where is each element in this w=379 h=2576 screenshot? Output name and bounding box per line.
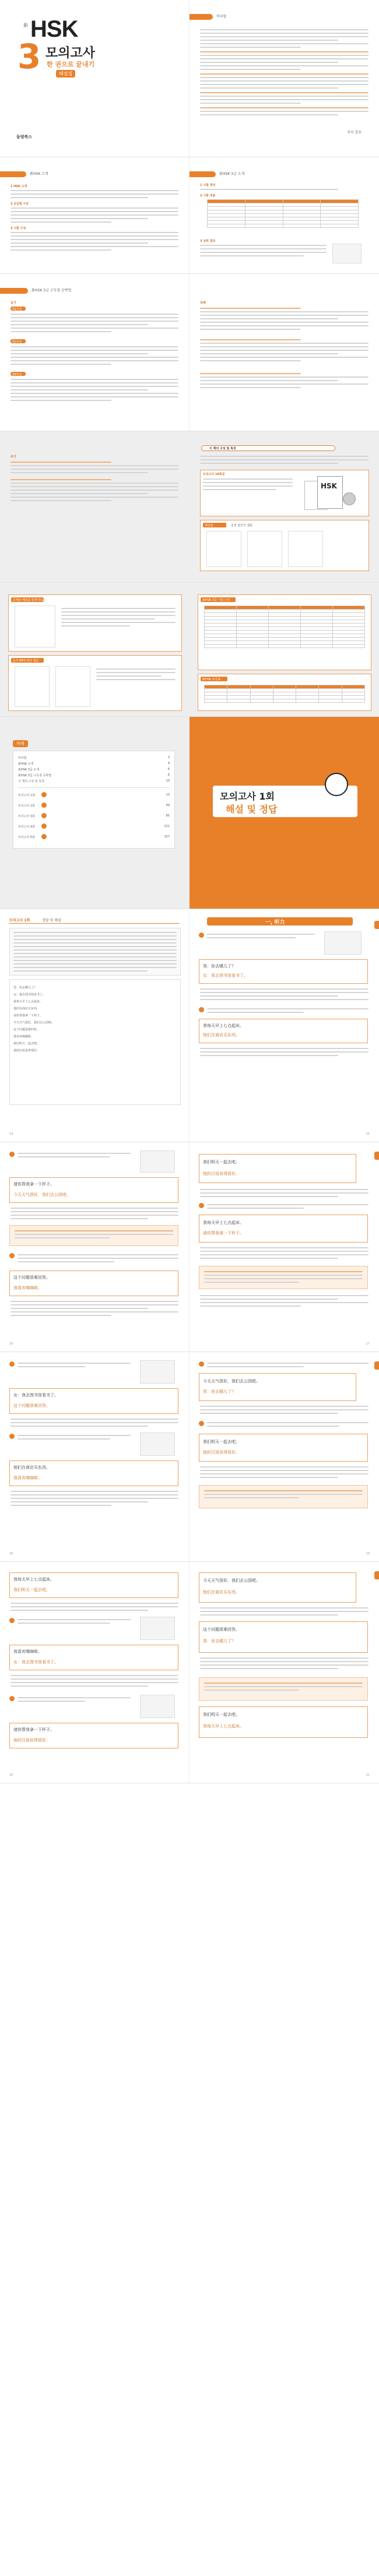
explanation-15-text <box>200 1657 369 1671</box>
dialogue-3-line1: 请你帮我拿一下杯子。 <box>13 1182 54 1187</box>
question-number-2 <box>199 1007 204 1012</box>
explanation-8-text <box>10 1419 178 1429</box>
strategy-reading-label: 독해 <box>200 301 206 305</box>
question-number-5 <box>199 1203 204 1208</box>
dialogue-11-line2: 我们明天一起去吧。 <box>13 1588 50 1592</box>
question-number-9 <box>199 1421 204 1426</box>
intro-heading-1: 1 HSK 소개 <box>10 185 27 188</box>
toc-test-page-2: 85 <box>166 814 170 818</box>
section-side-tab[interactable] <box>374 921 379 929</box>
dialogue-10-line1: 我们明天一起去吧。 <box>203 1440 240 1444</box>
listening-page-19 <box>190 1352 379 1561</box>
q-sample-7: 这个问题很难回答。 <box>13 1028 40 1032</box>
features-cont-block-1 <box>8 594 182 652</box>
toc-test-1-marker <box>41 803 47 808</box>
spread-features <box>0 431 379 583</box>
toc-title: 차례 <box>13 740 28 747</box>
preface-header-tag <box>190 14 227 20</box>
spread-features-cont <box>0 583 379 717</box>
question-number-8 <box>199 1361 204 1367</box>
dialogue-box-1 <box>199 959 368 984</box>
book-stack-image <box>304 475 357 511</box>
toc-page-2: 6 <box>167 768 170 771</box>
question-11-text <box>17 1697 131 1704</box>
features-cont-right-page <box>190 583 379 716</box>
explanation-7-text <box>200 1295 369 1309</box>
page-number-17: 17 <box>366 1342 370 1346</box>
question-number-7 <box>9 1434 15 1439</box>
question-photo-7 <box>140 1433 175 1456</box>
dialogue-6-line2: 请你帮我拿一下杯子。 <box>203 1231 244 1236</box>
question-8-text <box>207 1363 369 1370</box>
dialogue-box-15 <box>199 1621 368 1653</box>
toc-item-3[interactable]: 新HSK 3급 고득점 공략법 <box>18 774 51 777</box>
answer-key-page <box>0 909 190 1142</box>
level3-heading-1: 1 시험 대상 <box>200 184 216 187</box>
spread-intro <box>0 157 379 274</box>
intro-tag-label: 新HSK 소개 <box>30 172 48 176</box>
spread-toc-chapter <box>0 717 379 909</box>
dialogue-1-line1: 男：你去哪儿了？ <box>203 964 236 969</box>
explanation-14-text <box>200 1607 369 1618</box>
level3-heading-3: 3 성적 결과 <box>200 240 216 243</box>
q-sample-6: 今天天气很好，我们去公园吧。 <box>13 1021 55 1025</box>
toc-test-page-3: 121 <box>164 825 170 828</box>
features-block-1 <box>200 470 369 516</box>
spread-listening-4 <box>0 1562 379 1783</box>
features-cont-block-1-title: 문제와 해설을 함께 학습 <box>13 599 44 602</box>
toc-item-4[interactable]: 이 책의 구성 및 특징 <box>18 780 44 783</box>
toc-page-1: 4 <box>167 762 170 765</box>
dialogue-box-16 <box>199 1706 368 1738</box>
question-1-text <box>207 934 315 941</box>
tip-box-1 <box>9 1225 178 1246</box>
features-cont-block-3 <box>198 594 371 670</box>
features-cont-block-3-head <box>201 597 236 602</box>
chapter-title-line1: 모의고사 1회 <box>220 791 275 802</box>
cover-publisher: 동양북스 <box>16 135 33 139</box>
intro-text-3 <box>10 232 178 253</box>
dialogue-box-7 <box>9 1388 178 1414</box>
strategy-right-page <box>190 274 379 431</box>
toc-page-0: 3 <box>167 756 170 759</box>
tip-box-4 <box>199 1677 368 1701</box>
features-block-3-title: 실전 답안지 샘플 <box>231 524 252 527</box>
toc-box <box>13 751 175 849</box>
answer-sheet-thumb-1 <box>206 531 241 567</box>
toc-item-2[interactable]: 新HSK 3급 소개 <box>18 768 40 772</box>
dialogue-8-line2: 我喜欢喝咖啡。 <box>13 1476 42 1480</box>
question-number-1 <box>199 932 204 938</box>
explanation-13-text <box>10 1675 178 1689</box>
strategy-left-page <box>0 274 190 431</box>
dialogue-6-line1: 我每天早上七点起床。 <box>203 1220 244 1225</box>
preface-tag-label: 머리말 <box>216 15 227 19</box>
spread-answers <box>0 909 379 1142</box>
side-tab-17[interactable] <box>374 1152 379 1160</box>
dialogue-box-12 <box>9 1645 178 1670</box>
question-photo-6 <box>140 1360 175 1384</box>
toc-test-3-marker <box>41 824 47 829</box>
features-block-1-text <box>203 478 293 492</box>
spread-cover-preface <box>0 0 379 157</box>
book-features-page <box>190 431 379 582</box>
toc-test-1[interactable]: 모의고사 2회 <box>18 804 35 808</box>
features-cont-block-2-head <box>11 658 44 663</box>
dialogue-5-line2: 他的汉语说得很好。 <box>203 1171 240 1176</box>
answer-top-rule <box>9 923 180 924</box>
writing-strategy-page <box>0 431 190 582</box>
dialogue-2-line1: 我每天早上七点起床。 <box>203 1023 244 1028</box>
strategy-tag-label: 新HSK 3급 고득점 공략법 <box>31 288 72 293</box>
dialogue-1-line2: 女：我去图书馆看书了。 <box>203 973 248 978</box>
tip-1-text <box>15 1230 173 1241</box>
features-block-2-title: 해설집 <box>205 524 213 527</box>
features-cont-block-2 <box>8 655 182 711</box>
dialogue-box-13 <box>9 1723 178 1748</box>
level3-table <box>207 199 359 228</box>
dialogue-box-10 <box>199 1434 368 1462</box>
explanation-6-text <box>200 1247 369 1261</box>
toc-page-3: 8 <box>167 773 170 777</box>
explanation-3-text <box>10 1208 178 1222</box>
question-5-text <box>207 1204 369 1211</box>
strategy-part1-label: 제1부분 <box>12 308 22 311</box>
strategy-listening-label: 듣기 <box>10 301 16 305</box>
question-number-4 <box>9 1253 15 1258</box>
q-sample-4: 他们在商店买东西。 <box>13 1007 40 1011</box>
strategy-text-1 <box>10 314 178 335</box>
page-number-19: 19 <box>366 1552 370 1556</box>
spread-strategy <box>0 274 379 431</box>
toc-test-3[interactable]: 모의고사 4회 <box>18 825 35 829</box>
question-photo-3 <box>140 1150 175 1173</box>
listening-page-17 <box>190 1142 379 1352</box>
toc-test-0[interactable]: 모의고사 1회 <box>18 794 35 797</box>
dialogue-box-14 <box>199 1572 356 1603</box>
dialogue-box-11 <box>9 1572 178 1598</box>
page-number-20: 20 <box>9 1773 13 1777</box>
explanation-12-text <box>10 1603 178 1613</box>
writing-text-1 <box>10 462 178 476</box>
answer-page-tag-suffix: 정답 및 해설 <box>42 919 61 923</box>
explanation-thumb-2 <box>55 666 90 707</box>
explanation-4-text <box>10 1301 178 1318</box>
toc-test-page-0: 13 <box>166 793 170 797</box>
dialogue-16-line2: 我每天早上七点起床。 <box>203 1724 244 1729</box>
intro-heading-3: 3 시험 구성 <box>10 227 26 230</box>
dialogue-box-4 <box>9 1271 178 1296</box>
features-intro-text <box>200 456 369 466</box>
question-7-text <box>17 1435 131 1442</box>
answer-grid <box>9 928 181 976</box>
intro-header-tag <box>0 171 48 177</box>
tip-3-text <box>204 1490 363 1501</box>
answer-page-tag: 모의고사 1회 <box>9 919 30 923</box>
explanation-9-text <box>10 1491 178 1508</box>
page-number-14: 14 <box>9 1132 13 1136</box>
question-9-text <box>207 1422 369 1429</box>
cover-subtitle: 한 권으로 끝내기 <box>47 61 95 68</box>
strategy-part3-label: 제3부분 <box>12 373 22 376</box>
cover-level: 3 <box>17 37 41 76</box>
level3-tag-label: 新HSK 3급 소개 <box>219 172 245 176</box>
cover-brand: HSK <box>30 16 78 42</box>
section-title: 一, 听力 <box>265 920 285 925</box>
toc-item-1[interactable]: 新HSK 소개 <box>18 762 34 766</box>
explanation-10-text <box>200 1406 369 1416</box>
strategy-part2-label: 제2부분 <box>12 340 22 344</box>
q-sample-3: 我每天早上七点起床。 <box>13 1000 43 1004</box>
q-sample-2: 女：我去图书馆看书了。 <box>13 993 46 997</box>
tip-box-2 <box>199 1266 368 1289</box>
score-report-thumbnail <box>332 244 362 263</box>
features-block-2 <box>200 520 369 571</box>
question-photo-11 <box>140 1695 175 1718</box>
features-cont-text-1 <box>61 608 176 629</box>
question-10-text <box>17 1619 131 1626</box>
toc-test-2-marker <box>41 813 47 818</box>
dialogue-9-line2: 男：你去哪儿了？ <box>203 1389 236 1394</box>
exam-structure-table <box>204 606 365 648</box>
intro-text-1 <box>10 190 178 200</box>
answer-sheet-thumb-2 <box>247 531 282 567</box>
listening-page-20 <box>0 1562 190 1783</box>
dialogue-14-line1: 今天天气很好，我们去公园吧。 <box>203 1578 260 1583</box>
level3-text-1 <box>200 189 369 192</box>
page-number-15: 15 <box>366 1132 370 1136</box>
spread-listening-2 <box>0 1142 379 1352</box>
question-photo-10 <box>140 1617 175 1640</box>
dialogue-4-line2: 我喜欢喝咖啡。 <box>13 1286 42 1290</box>
strategy-reading-text-3 <box>200 373 369 390</box>
question-6-text <box>17 1363 131 1370</box>
features-cont-block-1-head <box>11 597 44 602</box>
tip-box-3 <box>199 1485 368 1508</box>
q-sample-9: 我们明天一起去吧。 <box>13 1042 40 1046</box>
level3-text-3 <box>200 245 327 259</box>
dialogue-12-line2: 女：我去图书馆看书了。 <box>13 1660 58 1664</box>
dialogue-11-line1: 我每天早上七点起床。 <box>13 1577 54 1582</box>
dialogue-2-line2: 他们在商店买东西。 <box>203 1033 240 1037</box>
question-number-10 <box>9 1618 15 1623</box>
toc-test-0-marker <box>41 792 47 797</box>
chapter-title-page <box>190 717 379 909</box>
q-sample-10: 他的汉语说得很好。 <box>13 1049 40 1053</box>
strategy-text-2 <box>10 346 178 367</box>
listening-page-18 <box>0 1352 190 1561</box>
dialogue-box-6 <box>199 1215 368 1243</box>
dialogue-12-line1: 我喜欢喝咖啡。 <box>13 1649 42 1654</box>
cover-title: 모의고사 <box>45 46 96 61</box>
dialogue-4-line1: 这个问题很难回答。 <box>13 1275 50 1280</box>
hsk-intro-page <box>0 157 190 273</box>
features-title: 이 책의 구성 및 특징 <box>209 447 236 451</box>
book-image-brand: HSK <box>321 482 337 490</box>
dialogue-9-line1: 今天天气很好，我们去公园吧。 <box>203 1379 260 1384</box>
features-block-2-head <box>203 523 226 527</box>
toc-divider <box>18 787 170 788</box>
explanation-11-text <box>200 1466 369 1480</box>
dialogue-box-8 <box>9 1461 178 1486</box>
strategy-writing-label: 쓰기 <box>10 455 16 459</box>
side-tab-19[interactable] <box>374 1361 379 1370</box>
features-cont-block-4-head <box>201 677 227 681</box>
mascot-icon <box>325 773 348 796</box>
tip-4-text <box>204 1683 363 1693</box>
level3-intro-page <box>190 157 379 273</box>
cover-page <box>0 0 190 157</box>
dialogue-14-line2: 他们在商店买东西。 <box>203 1590 240 1595</box>
dialogue-16-line1: 我们明天一起去吧。 <box>203 1712 240 1717</box>
toc-page <box>0 717 190 909</box>
chapter-title-line2: 해설 및 정답 <box>226 804 278 815</box>
dialogue-8-line1: 他们在商店买东西。 <box>13 1465 50 1470</box>
dialogue-box-2 <box>199 1019 368 1043</box>
listening-page-16 <box>0 1142 190 1352</box>
level3-heading-2: 2 시험 내용 <box>200 194 216 198</box>
toc-test-page-1: 49 <box>166 804 170 807</box>
writing-text-2 <box>10 479 178 504</box>
features-cont-block-3-title: 新HSK 3급 시험 구성 <box>202 599 230 602</box>
intro-heading-2: 2 등급별 수준 <box>10 202 29 206</box>
dialogue-box-3 <box>9 1177 178 1203</box>
q-sample-5: 请你帮我拿一下杯子。 <box>13 1014 43 1018</box>
dialogue-15-line1: 这个问题很难回答。 <box>203 1627 240 1632</box>
question-number-3 <box>9 1152 15 1157</box>
dialogue-15-line2: 男：你去哪儿了？ <box>203 1639 236 1644</box>
toc-test-4[interactable]: 모의고사 5회 <box>18 836 35 839</box>
features-cont-block-4-title: 新HSK 등급표 <box>202 678 221 681</box>
q-sample-1: 男：你去哪儿了？ <box>13 986 37 990</box>
features-block-1-title: 모의고사 10회분 <box>203 473 225 476</box>
dialogue-13-line1: 请你帮我拿一下杯子。 <box>13 1727 54 1732</box>
toc-test-page-4: 157 <box>164 835 170 839</box>
page-number-21: 21 <box>366 1773 370 1777</box>
features-cont-block-4 <box>198 674 371 711</box>
cover-badge: 해설집 <box>56 70 75 78</box>
dialogue-box-9 <box>199 1373 356 1401</box>
tip-2-text <box>204 1271 363 1285</box>
level3-header-tag <box>190 171 245 177</box>
dialogue-10-line2: 他的汉语说得很好。 <box>203 1450 240 1455</box>
strategy-reading-text-1 <box>200 308 369 332</box>
answer-grid-rows <box>13 932 177 974</box>
toc-test-4-marker <box>41 834 47 839</box>
dialogue-box-5 <box>199 1154 356 1183</box>
question-2-text <box>207 1008 369 1015</box>
dialogue-7-line2: 这个问题很难回答。 <box>13 1403 50 1408</box>
cover-series: 新 <box>23 23 28 28</box>
toc-page-4: 10 <box>166 779 170 783</box>
dialogue-13-line2: 他的汉语说得很好。 <box>13 1738 50 1743</box>
explanation-1-text <box>200 988 369 1002</box>
preface-text <box>200 29 369 118</box>
strategy-reading-text-2 <box>200 339 369 364</box>
writing-answer-box <box>9 979 181 1105</box>
level-table <box>204 685 365 703</box>
question-number-11 <box>9 1696 15 1701</box>
explanation-thumb-1 <box>15 666 50 707</box>
q-sample-8: 我喜欢喝咖啡。 <box>13 1035 34 1039</box>
page-number-18: 18 <box>9 1552 13 1556</box>
answer-sheet-thumb-3 <box>288 531 323 567</box>
question-4-text <box>17 1254 178 1265</box>
page-number-16: 16 <box>9 1342 13 1346</box>
preface-page <box>190 0 379 157</box>
side-tab-21[interactable] <box>374 1571 379 1579</box>
cd-image <box>343 492 356 505</box>
intro-text-2 <box>10 207 178 225</box>
dialogue-5-line1: 我们明天一起去吧。 <box>203 1160 240 1164</box>
features-cont-text-2 <box>96 668 176 682</box>
explanation-5-text <box>200 1189 369 1199</box>
features-cont-left-page <box>0 583 190 716</box>
strategy-text-3 <box>10 379 178 403</box>
listening-section-page <box>190 909 379 1142</box>
dialogue-7-line1: 女：我去图书馆看书了。 <box>13 1393 58 1398</box>
question-thumb-1 <box>15 606 55 647</box>
preface-signoff: 저자 일동 <box>346 131 362 135</box>
toc-item-0[interactable]: 머리말 <box>18 756 27 760</box>
question-3-text <box>17 1153 131 1160</box>
features-cont-block-2-title: 듣기 MP3 파일 제공 <box>13 659 39 663</box>
explanation-2-text <box>200 1048 369 1058</box>
spread-listening-3 <box>0 1352 379 1562</box>
question-number-6 <box>9 1361 15 1367</box>
dialogue-3-line2: 今天天气很好，我们去公园吧。 <box>13 1192 71 1197</box>
toc-test-2[interactable]: 모의고사 3회 <box>18 815 35 818</box>
listening-page-21 <box>190 1562 379 1783</box>
question-photo-1 <box>324 931 362 955</box>
strategy-header-tag <box>0 288 72 294</box>
